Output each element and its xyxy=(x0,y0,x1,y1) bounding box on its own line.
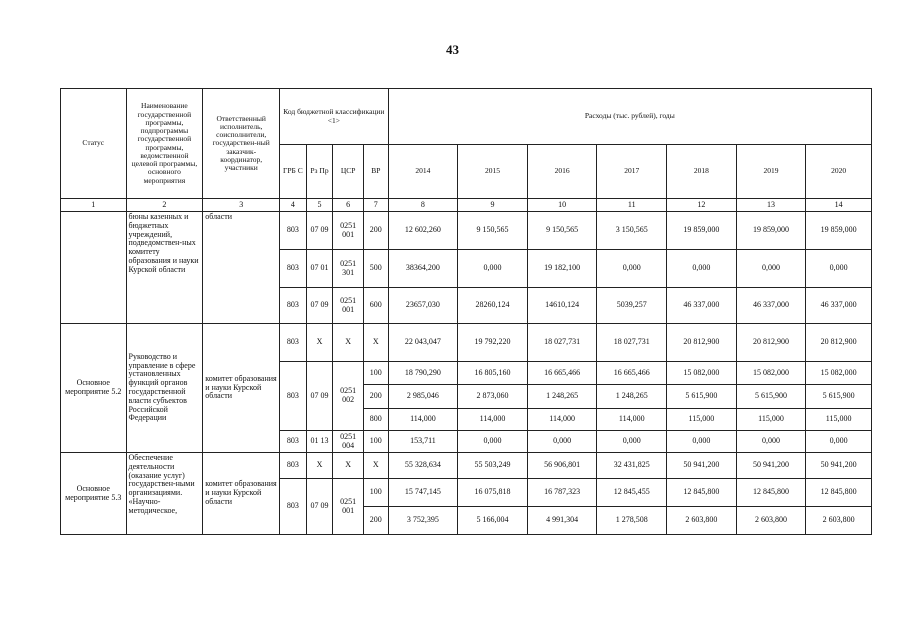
header-year: 2018 xyxy=(667,145,737,199)
vr-cell: 800 xyxy=(364,409,389,431)
value-cell: 114,000 xyxy=(458,409,528,431)
value-cell: 0,000 xyxy=(597,431,667,453)
value-cell: 50 941,200 xyxy=(806,453,872,479)
value-cell: 2 873,060 xyxy=(458,385,528,409)
value-cell: 0,000 xyxy=(736,431,806,453)
value-cell: 46 337,000 xyxy=(667,288,737,324)
value-cell: 5 166,004 xyxy=(458,507,528,535)
value-cell: 3 150,565 xyxy=(597,212,667,250)
header-rzpr: Рз Пр xyxy=(306,145,333,199)
header-grbs: ГРБ С xyxy=(280,145,307,199)
value-cell: 114,000 xyxy=(388,409,458,431)
grbs-cell: 803 xyxy=(280,479,307,535)
value-cell: 1 248,265 xyxy=(527,385,597,409)
vr-cell: 200 xyxy=(364,385,389,409)
responsible-cell: комитет образования и науки Курской области xyxy=(203,453,280,535)
csr-cell: 0251 004 xyxy=(333,431,364,453)
header-csr: ЦСР xyxy=(333,145,364,199)
header-budget-code: Код бюджетной классификации <1> xyxy=(280,89,389,145)
value-cell: 0,000 xyxy=(806,250,872,288)
value-cell: 14610,124 xyxy=(527,288,597,324)
value-cell: 5 615,900 xyxy=(667,385,737,409)
value-cell: 19 859,000 xyxy=(736,212,806,250)
grbs-cell: 803 xyxy=(280,431,307,453)
rzpr-cell: 07 09 xyxy=(306,212,333,250)
vr-cell: X xyxy=(364,453,389,479)
column-number: 3 xyxy=(203,199,280,212)
value-cell: 20 812,900 xyxy=(736,324,806,362)
value-cell: 15 747,145 xyxy=(388,479,458,507)
value-cell: 5 615,900 xyxy=(736,385,806,409)
status-cell: Основное мероприятие 5.3 xyxy=(61,453,127,535)
value-cell: 12 845,800 xyxy=(806,479,872,507)
grbs-cell: 803 xyxy=(280,362,307,431)
value-cell: 38364,200 xyxy=(388,250,458,288)
rzpr-cell: X xyxy=(306,453,333,479)
column-number: 6 xyxy=(333,199,364,212)
column-number: 9 xyxy=(458,199,528,212)
value-cell: 5039,257 xyxy=(597,288,667,324)
value-cell: 0,000 xyxy=(527,431,597,453)
value-cell: 55 328,634 xyxy=(388,453,458,479)
value-cell: 16 787,323 xyxy=(527,479,597,507)
value-cell: 153,711 xyxy=(388,431,458,453)
header-vr: ВР xyxy=(364,145,389,199)
value-cell: 19 859,000 xyxy=(667,212,737,250)
vr-cell: 200 xyxy=(364,507,389,535)
value-cell: 32 431,825 xyxy=(597,453,667,479)
csr-cell: 0251 001 xyxy=(333,212,364,250)
value-cell: 23657,030 xyxy=(388,288,458,324)
value-cell: 46 337,000 xyxy=(736,288,806,324)
csr-cell: 0251 002 xyxy=(333,362,364,431)
value-cell: 19 182,100 xyxy=(527,250,597,288)
value-cell: 18 027,731 xyxy=(597,324,667,362)
column-number: 11 xyxy=(597,199,667,212)
value-cell: 2 985,046 xyxy=(388,385,458,409)
csr-cell: X xyxy=(333,453,364,479)
header-name: Наименование государственной программы, подпрограммы государственной программы, ведомственной целевой программы, основного мероприятия xyxy=(126,89,203,199)
rzpr-cell: 07 09 xyxy=(306,362,333,431)
value-cell: 20 812,900 xyxy=(667,324,737,362)
header-year: 2015 xyxy=(458,145,528,199)
grbs-cell: 803 xyxy=(280,250,307,288)
column-number: 13 xyxy=(736,199,806,212)
value-cell: 0,000 xyxy=(458,431,528,453)
vr-cell: 100 xyxy=(364,431,389,453)
grbs-cell: 803 xyxy=(280,288,307,324)
value-cell: 3 752,395 xyxy=(388,507,458,535)
value-cell: 5 615,900 xyxy=(806,385,872,409)
page-number: 43 xyxy=(446,42,459,57)
column-number: 8 xyxy=(388,199,458,212)
value-cell: 16 665,466 xyxy=(597,362,667,385)
value-cell: 16 665,466 xyxy=(527,362,597,385)
value-cell: 2 603,800 xyxy=(736,507,806,535)
column-number: 2 xyxy=(126,199,203,212)
column-number: 14 xyxy=(806,199,872,212)
value-cell: 50 941,200 xyxy=(736,453,806,479)
value-cell: 9 150,565 xyxy=(527,212,597,250)
value-cell: 1 278,508 xyxy=(597,507,667,535)
value-cell: 0,000 xyxy=(667,431,737,453)
csr-cell: X xyxy=(333,324,364,362)
value-cell: 0,000 xyxy=(736,250,806,288)
header-expenses: Расходы (тыс. рублей), годы xyxy=(388,89,871,145)
value-cell: 115,000 xyxy=(806,409,872,431)
value-cell: 22 043,047 xyxy=(388,324,458,362)
responsible-cell: области xyxy=(203,212,280,324)
grbs-cell: 803 xyxy=(280,324,307,362)
value-cell: 1 248,265 xyxy=(597,385,667,409)
value-cell: 20 812,900 xyxy=(806,324,872,362)
vr-cell: 500 xyxy=(364,250,389,288)
column-number: 1 xyxy=(61,199,127,212)
header-year: 2017 xyxy=(597,145,667,199)
value-cell: 115,000 xyxy=(667,409,737,431)
value-cell: 18 790,290 xyxy=(388,362,458,385)
grbs-cell: 803 xyxy=(280,212,307,250)
program-name-cell: бюны казенных и бюджетных учреждений, подведомствен-ных комитету образования и науки Курской области xyxy=(126,212,203,324)
rzpr-cell: 07 09 xyxy=(306,479,333,535)
value-cell: 28260,124 xyxy=(458,288,528,324)
program-name-cell: Руководство и управление в сфере установленных функций органов государственной власти субъектов Российской Федерации xyxy=(126,324,203,453)
csr-cell: 0251 001 xyxy=(333,479,364,535)
program-name-cell: Обеспечение деятельности (оказание услуг) государствен-ными организациями. «Научно-методическое, xyxy=(126,453,203,535)
value-cell: 55 503,249 xyxy=(458,453,528,479)
column-number: 4 xyxy=(280,199,307,212)
value-cell: 46 337,000 xyxy=(806,288,872,324)
column-number: 12 xyxy=(667,199,737,212)
value-cell: 0,000 xyxy=(597,250,667,288)
value-cell: 56 906,801 xyxy=(527,453,597,479)
vr-cell: X xyxy=(364,324,389,362)
column-number: 5 xyxy=(306,199,333,212)
header-year: 2020 xyxy=(806,145,872,199)
value-cell: 12 845,800 xyxy=(667,479,737,507)
value-cell: 2 603,800 xyxy=(667,507,737,535)
column-number: 10 xyxy=(527,199,597,212)
value-cell: 0,000 xyxy=(806,431,872,453)
value-cell: 2 603,800 xyxy=(806,507,872,535)
value-cell: 4 991,304 xyxy=(527,507,597,535)
budget-table xyxy=(60,88,872,535)
value-cell: 115,000 xyxy=(736,409,806,431)
header-year: 2019 xyxy=(736,145,806,199)
value-cell: 16 075,818 xyxy=(458,479,528,507)
value-cell: 12 845,800 xyxy=(736,479,806,507)
value-cell: 9 150,565 xyxy=(458,212,528,250)
value-cell: 19 859,000 xyxy=(806,212,872,250)
value-cell: 114,000 xyxy=(527,409,597,431)
table-row xyxy=(61,324,872,362)
status-cell: Основное мероприятие 5.2 xyxy=(61,324,127,453)
column-number-row xyxy=(61,199,872,212)
rzpr-cell: 01 13 xyxy=(306,431,333,453)
value-cell: 12 602,260 xyxy=(388,212,458,250)
value-cell: 18 027,731 xyxy=(527,324,597,362)
vr-cell: 200 xyxy=(364,212,389,250)
value-cell: 16 805,160 xyxy=(458,362,528,385)
rzpr-cell: X xyxy=(306,324,333,362)
header-year: 2014 xyxy=(388,145,458,199)
rzpr-cell: 07 09 xyxy=(306,288,333,324)
table-row xyxy=(61,212,872,250)
csr-cell: 0251 001 xyxy=(333,288,364,324)
value-cell: 0,000 xyxy=(667,250,737,288)
grbs-cell: 803 xyxy=(280,453,307,479)
value-cell: 19 792,220 xyxy=(458,324,528,362)
vr-cell: 100 xyxy=(364,479,389,507)
responsible-cell: комитет образования и науки Курской области xyxy=(203,324,280,453)
value-cell: 114,000 xyxy=(597,409,667,431)
vr-cell: 100 xyxy=(364,362,389,385)
vr-cell: 600 xyxy=(364,288,389,324)
csr-cell: 0251 301 xyxy=(333,250,364,288)
header-year: 2016 xyxy=(527,145,597,199)
value-cell: 15 082,000 xyxy=(736,362,806,385)
table-row xyxy=(61,453,872,479)
header-responsible: Ответственный исполнитель, соисполнители, государствен-ный заказчик-координатор, участники xyxy=(203,89,280,199)
header-status: Статус xyxy=(61,89,127,199)
value-cell: 0,000 xyxy=(458,250,528,288)
column-number: 7 xyxy=(364,199,389,212)
value-cell: 15 082,000 xyxy=(806,362,872,385)
value-cell: 50 941,200 xyxy=(667,453,737,479)
status-cell xyxy=(61,212,127,324)
rzpr-cell: 07 01 xyxy=(306,250,333,288)
value-cell: 15 082,000 xyxy=(667,362,737,385)
value-cell: 12 845,455 xyxy=(597,479,667,507)
